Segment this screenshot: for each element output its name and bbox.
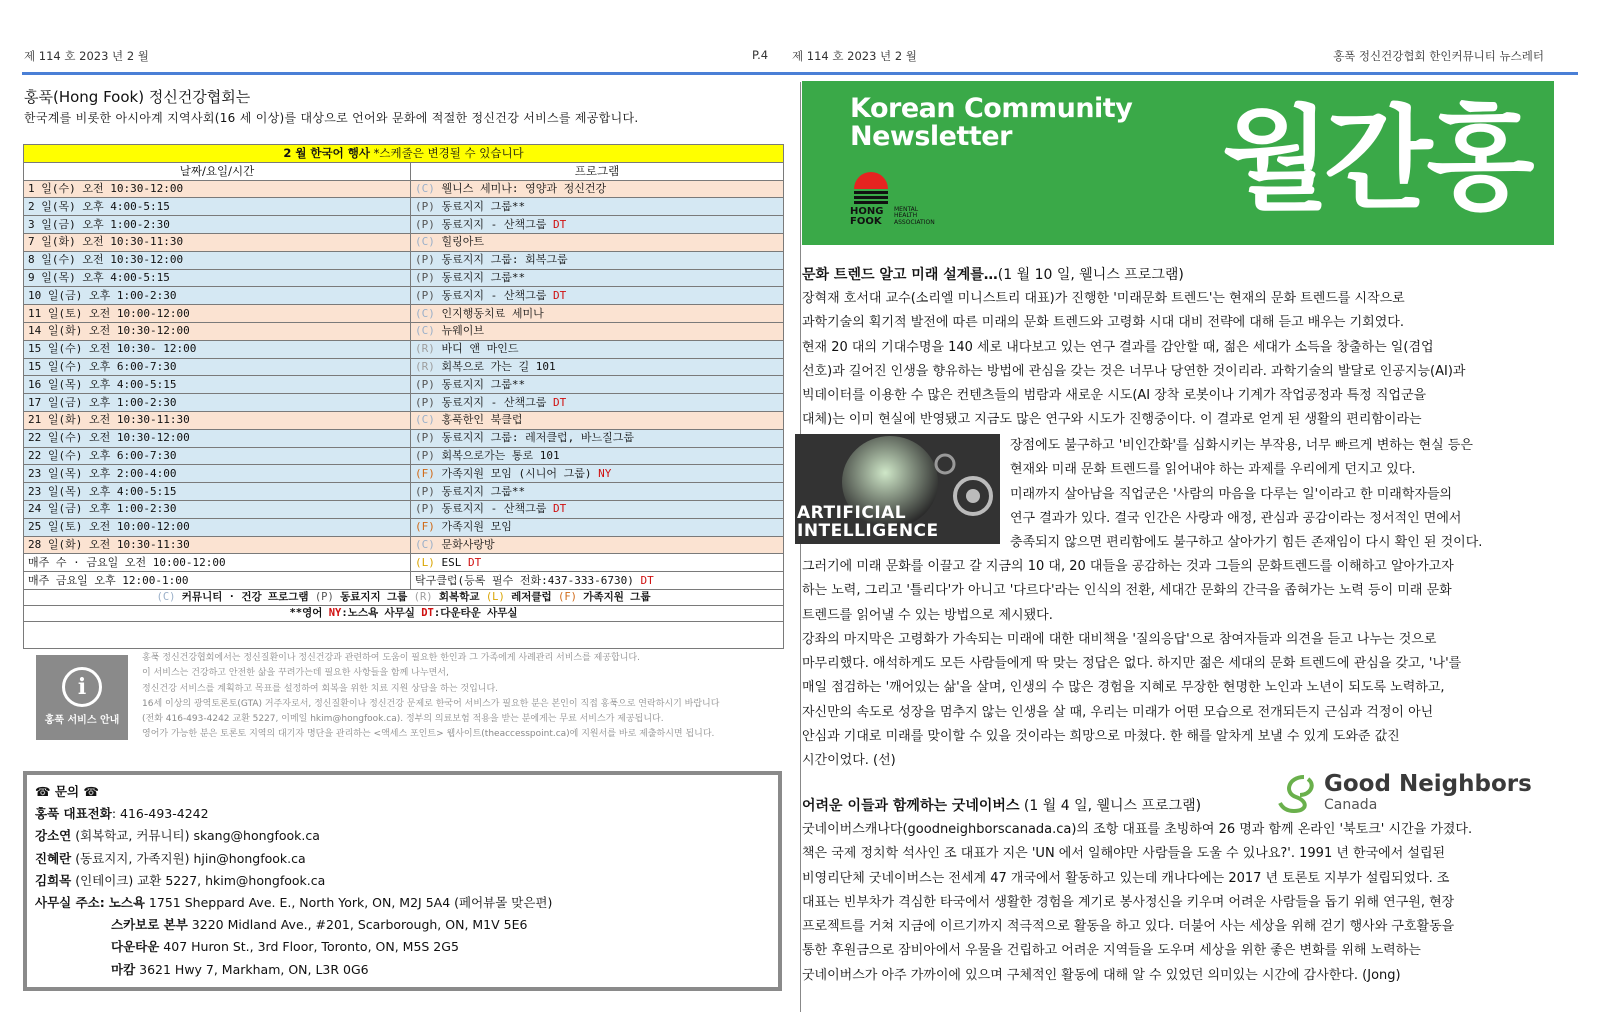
schedule-program-cell (411, 483, 784, 501)
good-neighbors-country: Canada (1324, 797, 1378, 813)
program-location-tag: DT (553, 217, 567, 231)
schedule-date: 28 일(화) 오전 10:30-11:30 (24, 536, 411, 554)
program-category: (P) (415, 448, 435, 462)
schedule-date: 11 일(토) 오전 10:00-12:00 (24, 305, 411, 323)
program-category: (C) (415, 324, 435, 338)
hongfook-logo-icon (850, 163, 892, 205)
article-line: 자신만의 속도로 성장을 멈추지 않는 인생을 살 때, 우리는 미래가 어떤 모습으로 전개되든지 근심과 걱정이 아닌 (802, 704, 1434, 720)
banner-line2: Newsletter (850, 121, 1012, 152)
schedule-date: 9 일(목) 오후 4:00-5:15 (24, 269, 411, 287)
contact-name: 강소연 (35, 828, 72, 844)
intro-title: 홍푹(Hong Fook) 정신건강협회는 (24, 88, 251, 106)
office-name: 노스욕 (108, 895, 145, 911)
schedule-row (24, 411, 784, 429)
schedule-date: 7 일(화) 오전 10:30-11:30 (24, 233, 411, 251)
contact-name: 진혜란 (35, 850, 72, 866)
schedule-row (24, 465, 784, 483)
program-location-tag: DT (468, 555, 482, 569)
program-location-tag: DT (553, 288, 567, 302)
program-title: 힐링아트 (441, 235, 485, 249)
issue-label-left: 제 114 호 2023 년 2 월 (24, 49, 149, 63)
schedule-program-cell (411, 447, 784, 465)
program-category: (C) (415, 235, 435, 249)
program-category: (P) (415, 377, 435, 391)
program-category: (R) (415, 359, 435, 373)
schedule-date: 매주 금요일 오후 12:00-1:00 (24, 572, 411, 590)
article-line: 미래까지 살아남을 직업군은 '사람의 마음을 다루는 일'이라고 한 미래학자들의 (1010, 486, 1453, 502)
service-info-box (36, 655, 128, 740)
schedule-date: 17 일(금) 오후 1:00-2:30 (24, 394, 411, 412)
legend-key: (F) (558, 590, 577, 603)
program-title: 회복으로가는 통로 101 (441, 448, 560, 462)
contact-info: (회복학교, 커뮤니티) skang@hongfook.ca (71, 828, 320, 844)
banner-korean-title: 월간홍푹 (1222, 95, 1529, 375)
program-title: 홍푹한인 북클럽 (441, 413, 523, 427)
program-title: 동료지지 - 산책그룹 (441, 217, 547, 231)
schedule-row (24, 269, 784, 287)
col-header-date: 날짜/요일/시간 (24, 162, 411, 180)
schedule-date: 10 일(금) 오후 1:00-2:30 (24, 287, 411, 305)
program-title: 바디 앤 마인드 (441, 342, 519, 356)
article-line: 대체)는 이미 현실에 반영됐고 지금도 많은 연구와 시도가 진행중이다. 이 결과로 얻게 된 생활의 편리함이라는 (802, 412, 1422, 428)
schedule-date: 2 일(목) 오후 4:00-5:15 (24, 198, 411, 216)
schedule-row (24, 500, 784, 518)
schedule-row (24, 180, 784, 198)
program-title: 동료지지 - 산책그룹 (441, 502, 547, 516)
program-title: 동료지지 그룹** (441, 199, 526, 213)
legend-dt: DT (421, 606, 434, 619)
schedule-date: 16 일(목) 오후 4:00-5:15 (24, 376, 411, 394)
schedule-legend-row (24, 589, 784, 605)
schedule-row (24, 233, 784, 251)
schedule-date: 25 일(토) 오전 10:00-12:00 (24, 518, 411, 536)
schedule-date: 15 일(수) 오전 10:30- 12:00 (24, 340, 411, 358)
legend-value: 커뮤니티 · 건강 프로그램 (175, 590, 315, 603)
article-line: 책은 국제 정치학 석사인 조 대표가 지은 'UN 에서 일해야만 사람들을 도울 수 있나요?'. 1991 년 한국에서 설립된 (802, 846, 1446, 862)
schedule-date: 14 일(화) 오전 10:30-12:00 (24, 322, 411, 340)
column-divider (800, 82, 801, 1012)
article-line: 안심과 기대로 미래를 맞이할 수 있을 것이라는 희망으로 마쳤다. 한 해를 알차게 보낼 수 있게 도와준 값진 (802, 729, 1400, 745)
schedule-row (24, 429, 784, 447)
office-address (35, 892, 770, 914)
legend-ny: NY (328, 606, 342, 619)
schedule-title: 2 월 한국어 행사 (283, 146, 370, 161)
info-icon: i (62, 667, 102, 707)
schedule-program-cell (411, 322, 784, 340)
article1-wrapped-text (1010, 434, 1550, 555)
article-line: 현재와 미래 문화 트렌드를 읽어내야 하는 과제를 우리에게 던지고 있다. (1010, 462, 1416, 478)
article-line: 빅데이터를 이용한 수 많은 컨텐츠들의 범람과 새로운 시도(AI 장착 로봇이나 기계가 작업공정과 특정 직업군을 (802, 388, 1427, 404)
logo-fook: FOOK (850, 216, 882, 227)
program-category: (F) (415, 466, 435, 480)
program-category: (P) (415, 431, 435, 445)
schedule-row (24, 394, 784, 412)
schedule-program-cell (411, 394, 784, 412)
program-title: 회복으로 가는 길 101 (441, 359, 556, 373)
schedule-program-cell (411, 572, 784, 590)
program-title: 동료지지 그룹: 레저클럽, 바느질그룹 (441, 431, 635, 445)
banner-line1: Korean Community (850, 93, 1133, 124)
program-title: 가족지원 모임 (441, 520, 512, 534)
schedule-row (24, 322, 784, 340)
schedule-date: 15 일(수) 오후 6:00-7:30 (24, 358, 411, 376)
article-good-neighbors (802, 794, 1550, 988)
article-line: 현재 20 대의 기대수명을 140 세로 내다보고 있는 연구 결과를 감안할 때, 젊은 세대가 소득을 창출하는 일(겸업 (802, 339, 1434, 355)
schedule-row (24, 536, 784, 554)
schedule-program-cell (411, 305, 784, 323)
article-line: 그러기에 미래 문화를 이끌고 갈 지금의 10 대, 20 대들을 공감하는 것과 그들의 문화트렌드를 이해하고 알아가고자 (802, 559, 1454, 574)
issue-label-right: 제 114 호 2023 년 2 월 (792, 49, 917, 63)
article1-continued-text (802, 555, 1550, 774)
schedule-program-cell (411, 198, 784, 216)
logo-hong: HONG (850, 206, 884, 217)
schedule-legend (24, 589, 784, 605)
program-category: (P) (415, 502, 435, 516)
article-line: 하는 노력, 그리고 '틀리다'가 아니고 '다르다'라는 인식의 전환, 세대간 문화의 간극을 좁혀가는 노력 등이 미래 문화 (802, 583, 1452, 599)
program-category: (L) (415, 555, 435, 569)
schedule-program-cell (411, 518, 784, 536)
service-info-line: 16세 이상의 광역토론토(GTA) 거주자로서, 정신질환이나 정신건강 문제로 한국어 서비스가 필요한 분은 본인이 직접 홍푹으로 연락하시기 바랍니다 (142, 698, 720, 709)
program-title: 탁구클럽(등록 필수 전화:437-333-6730) (415, 573, 634, 587)
schedule-date: 24 일(금) 오후 1:00-2:30 (24, 500, 411, 518)
program-location-tag: DT (553, 395, 567, 409)
article1-title-note: (1 월 10 일, 웰니스 프로그램) (997, 267, 1184, 283)
schedule-legend-row-2 (24, 605, 784, 621)
article-line: 통한 후원금으로 잠비아에서 우물을 건립하고 어려운 지역들을 도우며 세상을 위한 좋은 변화를 위해 노력하는 (802, 943, 1421, 959)
article2-title (802, 794, 1550, 818)
contact-name: 김희목 (35, 872, 72, 888)
schedule-note: *스케줄은 변경될 수 있습니다 (369, 146, 524, 161)
schedule-date: 1 일(수) 오전 10:30-12:00 (24, 180, 411, 198)
main-phone-value: : 416-493-4242 (111, 806, 209, 822)
ai-illustration (795, 434, 1000, 544)
intro-subtitle: 한국계를 비롯한 아시아계 지역사회(16 세 이상)를 대상으로 언어와 문화에 적절한 정신건강 서비스를 제공합니다. (24, 111, 639, 125)
article-culture-trend (802, 263, 1550, 433)
legend-value: 회복학교 (432, 590, 486, 603)
legend-value: 가족지원 그룹 (576, 590, 651, 603)
schedule-row (24, 554, 784, 572)
article2-title-text: 어려운 이들과 함께하는 굿네이버스 (802, 798, 1020, 814)
good-neighbors-wordmark: Good Neighbors (1324, 771, 1532, 797)
legend-ny-label: :노스욕 사무실 (341, 606, 422, 619)
article-line: 선호)과 길어진 인생을 향유하는 방법에 관심을 갖는 것은 너무나 당연한 것이리라. 과학기술의 발달로 인공지능(AI)과 (802, 363, 1466, 379)
program-category: (P) (415, 395, 435, 409)
article1-title-text: 문화 트렌드 알고 미래 설계를… (802, 267, 998, 283)
program-title: 동료지지 그룹** (441, 484, 526, 498)
schedule-program-cell (411, 500, 784, 518)
contact-person (35, 870, 770, 892)
logo-text (850, 207, 883, 227)
service-info-label: 홍푹 서비스 안내 (44, 715, 120, 726)
article-line: 강좌의 마지막은 고령화가 가속되는 미래에 대한 대비책을 '질의응답'으로 참여자들과 의견을 듣고 나누는 것으로 (802, 631, 1437, 647)
program-category: (P) (415, 199, 435, 213)
legend-dt-label: :다운타운 사무실 (433, 606, 518, 619)
service-info-text (142, 651, 762, 743)
schedule-row (24, 358, 784, 376)
contact-box (23, 771, 782, 991)
program-title: 동료지지 - 산책그룹 (441, 288, 547, 302)
schedule-row (24, 572, 784, 590)
schedule-blank-row (24, 621, 784, 648)
office-street: 1751 Sheppard Ave. E., North York, ON, M2J 5A4 (페어뷰몰 맞은편) (144, 895, 553, 911)
program-category: (P) (415, 270, 435, 284)
program-category: (C) (415, 181, 435, 195)
schedule-program-cell (411, 376, 784, 394)
page-number: P.4 (752, 48, 769, 62)
schedule-program-cell (411, 340, 784, 358)
article-line: 마무리했다. 애석하게도 모든 사람들에게 딱 맞는 정답은 없다. 하지만 젊은 세대의 문화 트렌드에 관심을 갖고, '나'를 (802, 656, 1462, 672)
program-category: (C) (415, 306, 435, 320)
contact-info: (동료지지, 가족지원) hjin@hongfook.ca (71, 850, 306, 866)
legend-value: 레저클럽 (504, 590, 558, 603)
schedule-date: 23 일(목) 오후 2:00-4:00 (24, 465, 411, 483)
schedule-program-cell (411, 465, 784, 483)
schedule-date: 3 일(금) 오후 1:00-2:30 (24, 216, 411, 234)
schedule-date: 매주 수 · 금요일 오전 10:00-12:00 (24, 554, 411, 572)
office-label: 사무실 주소: (35, 895, 105, 911)
office-name: 스카보로 본부 (111, 917, 188, 933)
office-street: 3621 Hwy 7, Markham, ON, L3R 0G6 (135, 961, 369, 977)
schedule-program-cell (411, 216, 784, 234)
schedule-program-cell (411, 180, 784, 198)
contact-heading: ☎ 문의 ☎ (35, 784, 99, 799)
schedule-row (24, 287, 784, 305)
legend-key: (R) (413, 590, 433, 603)
schedule-table (23, 144, 784, 649)
schedule-program-cell (411, 251, 784, 269)
schedule-program-cell (411, 411, 784, 429)
program-category: (P) (415, 253, 435, 267)
article-line: 장혁재 호서대 교수(소리엘 미니스트리 대표)가 진행한 '미래문화 트렌드'는 현재의 문화 트렌드를 시작으로 (802, 291, 1405, 306)
office-street: 3220 Midland Ave., #201, Scarborough, ON, M1V 5E6 (187, 917, 528, 933)
article-line: 비영리단체 굿네이버스는 전세계 47 개국에서 활동하고 있는데 캐나다에는 2017 년 토론토 지부가 설립되었다. 조 (802, 870, 1450, 886)
schedule-office-legend (24, 605, 784, 621)
program-title: 웰니스 세미나: 영양과 정신건강 (441, 181, 607, 195)
office-name: 마캄 (111, 961, 136, 977)
program-category: (F) (415, 520, 435, 534)
service-info-line: 홍푹 정신건강협회에서는 정신질환이나 정신건강과 관련하여 도움이 필요한 한인과 그 가족에게 사례관리 서비스를 제공합니다. (142, 653, 640, 663)
contact-person (35, 825, 770, 847)
schedule-row (24, 340, 784, 358)
legend-key: (P) (314, 590, 334, 603)
article-line: 트렌드를 읽어낼 수 있는 방법으로 제시됐다. (802, 607, 1053, 623)
schedule-date: 23 일(목) 오후 4:00-5:15 (24, 483, 411, 501)
service-info-line: 이 서비스는 건강하고 안전한 삶을 꾸려가는데 필요한 사항들을 함께 나누면서, (142, 668, 449, 679)
program-location-tag: DT (640, 573, 654, 587)
schedule-date: 21 일(화) 오전 10:30-11:30 (24, 411, 411, 429)
program-category: (R) (415, 342, 435, 356)
service-info-line: 영어가 가능한 분은 토론토 지역의 대기자 명단을 관리하는 <액세스 포인트> 웹사이트(theaccesspoint.ca)에 지원서를 바로 제출하시면 됩니다. (142, 729, 715, 740)
office-address (35, 936, 770, 958)
program-title: 문화사랑방 (441, 537, 495, 551)
article2-title-note: (1 월 4 일, 웰니스 프로그램) (1019, 798, 1202, 814)
article-line: 굿네이버스캐나다(goodneighborscanada.ca)의 조항 대표를 초빙하여 26 명과 함께 온라인 '북토크' 시간을 가졌다. (802, 822, 1473, 837)
schedule-header-row (24, 162, 784, 180)
program-location-tag: NY (598, 466, 612, 480)
program-title: 동료지지 - 산책그룹 (441, 395, 547, 409)
office-address (35, 959, 770, 981)
program-title: 동료지지 그룹: 회복그룹 (441, 253, 568, 267)
schedule-program-cell (411, 287, 784, 305)
program-category: (P) (415, 217, 435, 231)
schedule-title-row (24, 145, 784, 163)
legend-english: **영어 (289, 606, 329, 619)
article-line: 연구 결과가 있다. 결국 인간은 사랑과 애정, 관심과 공감이라는 정서적인 면에서 (1010, 510, 1462, 526)
service-info-line: (전화 416-493-4242 교환 5227, 이메일 hkim@hongfook.ca). 정부의 의료보험 적용을 받는 분에게는 무료 서비스가 제공됩니다. (142, 714, 664, 725)
legend-key: (L) (485, 590, 505, 603)
service-info-line: 정신건강 서비스를 계획하고 목표를 설정하여 회복을 위한 치료 지원 상담을 하는 것입니다. (142, 683, 499, 694)
schedule-date: 22 일(수) 오전 10:30-12:00 (24, 429, 411, 447)
program-title: 뉴웨이브 (441, 324, 485, 338)
article-line: 장점에도 불구하고 '비인간화'를 심화시키는 부작용, 너무 빠르게 변하는 현실 등은 (1010, 438, 1473, 453)
schedule-date: 22 일(수) 오후 6:00-7:30 (24, 447, 411, 465)
main-phone-label: 홍푹 대표전화 (35, 806, 112, 822)
office-street: 407 Huron St., 3rd Floor, Toronto, ON, M5S 2G5 (159, 939, 459, 955)
schedule-row (24, 483, 784, 501)
article-line: 매일 점검하는 '깨어있는 삶'을 살며, 인생의 수 많은 경험을 지혜로 무장한 현명한 노인과 노년이 되도록 노력하고, (802, 680, 1445, 696)
legend-key: (C) (156, 590, 176, 603)
schedule-row (24, 251, 784, 269)
schedule-date: 8 일(수) 오전 10:30-12:00 (24, 251, 411, 269)
schedule-program-cell (411, 358, 784, 376)
article-line: 굿네이버스가 아주 가까이에 있으며 구체적인 활동에 대해 알 수 있었던 의미있는 시간에 감사한다. (Jong) (802, 967, 1401, 983)
program-title: 동료지지 그룹** (441, 270, 526, 284)
schedule-program-cell (411, 269, 784, 287)
article-line: 충족되지 않으면 편리함에도 불구하고 살아가기 힘든 존재임이 다시 확인 된 것이다. (1010, 535, 1483, 551)
schedule-program-cell (411, 536, 784, 554)
schedule-program-cell (411, 233, 784, 251)
logo-association: MENTAL HEALTH ASSOCIATION (894, 206, 935, 226)
program-category: (C) (415, 537, 435, 551)
program-title: 인지행동치료 세미나 (441, 306, 544, 320)
header-rule (22, 72, 1578, 75)
schedule-row (24, 376, 784, 394)
program-category: (P) (415, 288, 435, 302)
office-name: 다운타운 (111, 939, 160, 955)
article-line: 대표는 빈부차가 격심한 타국에서 생활한 경험을 계기로 봉사정신을 키우며 어려운 사람들을 돕기 위해 연구원, 현장 (802, 894, 1455, 910)
program-location-tag: DT (553, 502, 567, 516)
schedule-program-cell (411, 554, 784, 572)
article1-title (802, 263, 1550, 287)
schedule-blank-cell (24, 621, 784, 648)
schedule-row (24, 305, 784, 323)
legend-value: 동료지지 그룹 (333, 590, 414, 603)
schedule-row (24, 216, 784, 234)
col-header-program: 프로그램 (411, 162, 784, 180)
contact-person (35, 848, 770, 870)
program-title: 동료지지 그룹** (441, 377, 526, 391)
program-category: (P) (415, 484, 435, 498)
schedule-row (24, 518, 784, 536)
program-title: ESL (441, 555, 462, 569)
program-category: (C) (415, 413, 435, 427)
article-line: 프로젝트를 거쳐 지금에 이르기까지 적극적으로 활동을 하고 있다. 더불어 사는 세상을 위해 걷기 행사와 구호활동을 (802, 919, 1455, 935)
office-address (35, 914, 770, 936)
contact-info: (인테이크) 교환 5227, hkim@hongfook.ca (71, 872, 326, 888)
article-line: 시간이었다. (선) (802, 753, 896, 769)
program-title: 가족지원 모임 (시니어 그룹) (441, 466, 592, 480)
article-line: 과학기술의 획기적 발전에 따른 미래의 문화 트렌드와 고령화 시대 대비 전략에 대해 듣고 배우는 기회였다. (802, 315, 1404, 331)
schedule-row (24, 198, 784, 216)
ai-illustration-caption: ARTIFICIAL INTELLIGENCE (797, 503, 939, 541)
schedule-program-cell (411, 429, 784, 447)
schedule-row (24, 447, 784, 465)
banner-title (850, 95, 1132, 151)
newsletter-name: 홍푹 정신건강협회 한인커뮤니티 뉴스레터 (1333, 49, 1544, 63)
